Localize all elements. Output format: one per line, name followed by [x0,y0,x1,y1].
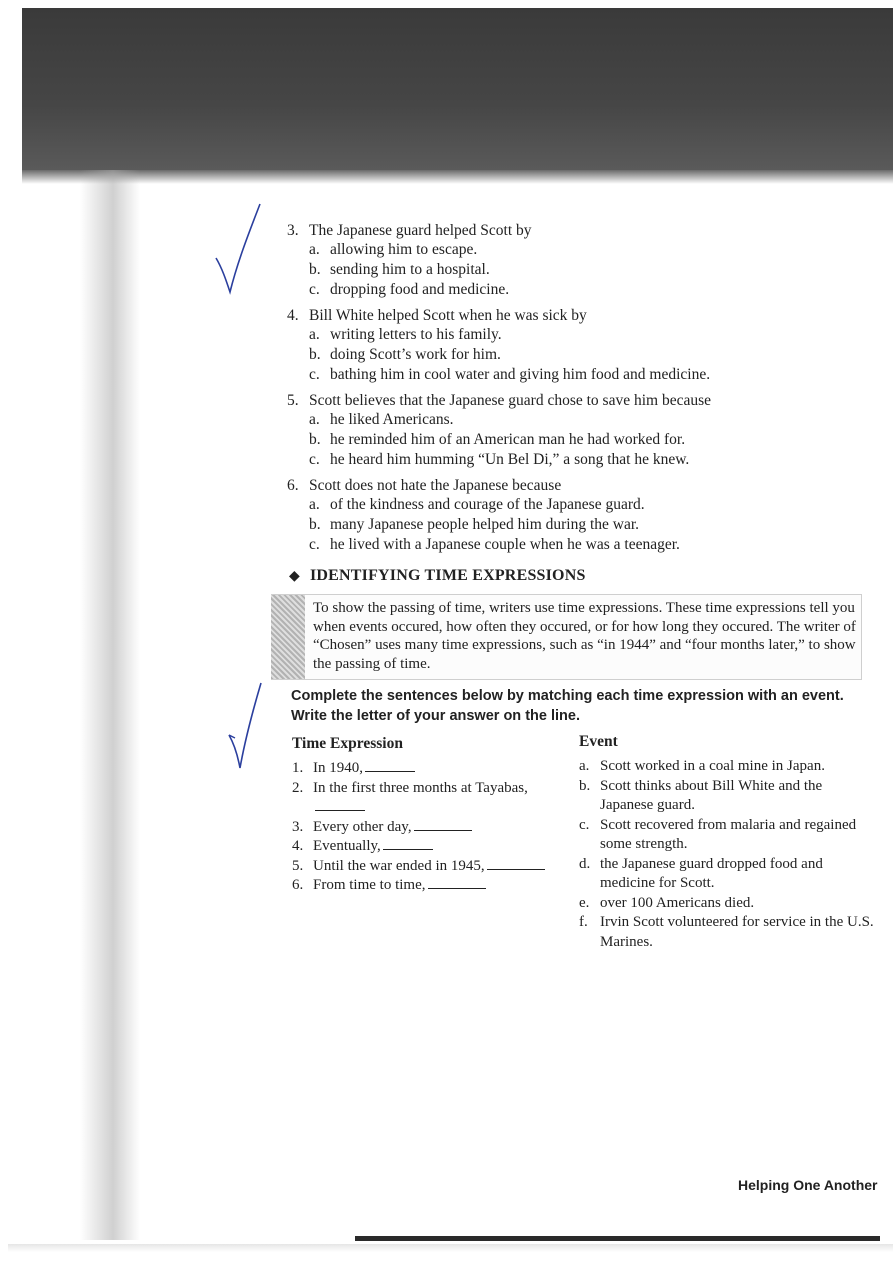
item-text: Every other day, [313,818,412,835]
time-expression-item [292,818,562,838]
option [309,430,877,450]
checkmark-icon [225,680,275,775]
option-text: writing letters to his family. [330,326,502,343]
item-text: Scott thinks about Bill White and the Japanese guard. [600,777,823,813]
option-text: he reminded him of an American man he had worked for. [330,431,686,448]
event-item [579,894,879,914]
question-number: 4. [287,307,299,324]
option-letter: b. [309,431,321,448]
item-text: Eventually, [313,838,381,854]
item-text: In the first three months at Tayabas, [313,779,528,796]
event-header: Event [579,733,618,750]
question-stem: Bill White helped Scott when he was sick by [309,307,587,324]
event-item [579,757,879,777]
item-number: 6. [292,877,304,893]
time-expression-header: Time Expression [292,735,403,752]
option-text: dropping food and medicine. [330,281,510,298]
option-letter: c. [309,281,320,298]
option-text: he heard him humming “Un Bel Di,” a song that he knew. [330,451,690,468]
option [309,365,877,385]
answer-blank[interactable] [428,876,486,889]
footer-rule [355,1236,880,1241]
option-letter: a. [309,326,320,343]
option-text: sending him to a hospital. [330,261,490,278]
option [309,325,877,345]
option [309,515,877,535]
question-stem: Scott does not hate the Japanese because [309,477,562,494]
item-text: Scott worked in a coal mine in Japan. [600,758,825,774]
option-text: of the kindness and courage of the Japanese guard. [330,496,645,513]
option-text: bathing him in cool water and giving him food and medicine. [330,366,711,383]
answer-blank[interactable] [365,759,415,772]
item-text: the Japanese guard dropped food and medicine for Scott. [600,855,823,891]
option [309,280,877,300]
item-text: From time to time, [313,877,426,893]
item-letter: b. [579,777,591,794]
event-item [579,913,879,952]
option-letter: b. [309,261,321,278]
question-6 [287,476,877,555]
scan-bottom-edge [8,1244,893,1252]
time-expression-column [292,735,562,896]
item-number: 4. [292,838,304,854]
info-box-texture [271,595,305,679]
question-4 [287,306,877,385]
question-number: 6. [287,477,299,494]
answer-blank[interactable] [487,857,545,870]
option-letter: c. [309,536,320,553]
option-letter: a. [309,241,320,258]
section-heading-text: IDENTIFYING TIME EXPRESSIONS [309,567,586,584]
option [309,450,877,470]
item-text: Until the war ended in 1945, [313,857,485,874]
option [309,410,877,430]
item-letter: f. [579,914,588,930]
event-item [579,816,879,855]
item-number: 2. [292,779,304,796]
option-text: he liked Americans. [330,411,454,428]
option-letter: b. [309,516,321,533]
question-5 [287,391,877,470]
scanned-page-shadow [22,8,893,170]
option-text: he lived with a Japanese couple when he was a teenager. [330,536,680,553]
time-expression-item [292,759,562,779]
option-letter: b. [309,346,321,363]
event-item [579,777,879,816]
option-text: allowing him to escape. [330,241,478,258]
item-letter: c. [579,816,590,833]
option-text: doing Scott’s work for him. [330,346,501,363]
question-3 [287,221,877,300]
binding-shadow [80,170,140,1240]
event-item [579,855,879,894]
time-expression-item [292,876,562,896]
time-expression-item [292,779,562,818]
option [309,345,877,365]
item-number: 5. [292,857,304,874]
item-letter: a. [579,758,590,774]
directions-line: Complete the sentences below by matching each time expression with an event. [291,688,844,704]
question-stem: Scott believes that the Japanese guard chose to save him because [309,392,712,409]
option [309,495,877,515]
checkmark-icon [210,200,270,300]
option-letter: c. [309,451,320,468]
item-number: 1. [292,760,304,776]
item-number: 3. [292,818,304,835]
info-box [271,594,862,680]
answer-blank[interactable] [383,837,433,850]
question-number: 3. [287,222,299,239]
question-stem: The Japanese guard helped Scott by [309,222,532,239]
info-box-text: To show the passing of time, writers use time expressions. These time expressions tell you when events occured, how often they occured, or for how long they occured. The writer of “Chosen” uses many time expressions, such as “in 1944” and “four months later,” to show the passing of time. [313,600,856,672]
diamond-icon: ◆ [289,568,300,584]
time-expression-item [292,857,562,877]
page-footer: Helping One Another [738,1177,878,1193]
item-text: Irvin Scott volunteered for service in the U.S. Marines. [600,914,874,950]
event-column [579,733,879,952]
option-letter: c. [309,366,320,383]
item-text: over 100 Americans died. [600,894,755,911]
section-heading [289,567,586,585]
item-letter: e. [579,894,590,911]
option-letter: a. [309,411,320,428]
option [309,535,877,555]
time-expression-item [292,837,562,857]
option-text: many Japanese people helped him during the war. [330,516,640,533]
item-text: In 1940, [313,760,363,776]
item-text: Scott recovered from malaria and regained some strength. [600,816,857,852]
option [309,240,877,260]
comprehension-questions [287,221,877,561]
question-number: 5. [287,392,299,409]
answer-blank[interactable] [414,818,472,831]
answer-blank[interactable] [315,798,365,811]
directions-line: Write the letter of your answer on the line. [291,708,580,724]
option [309,260,877,280]
option-letter: a. [309,496,320,513]
directions [291,686,881,726]
item-letter: d. [579,855,591,872]
